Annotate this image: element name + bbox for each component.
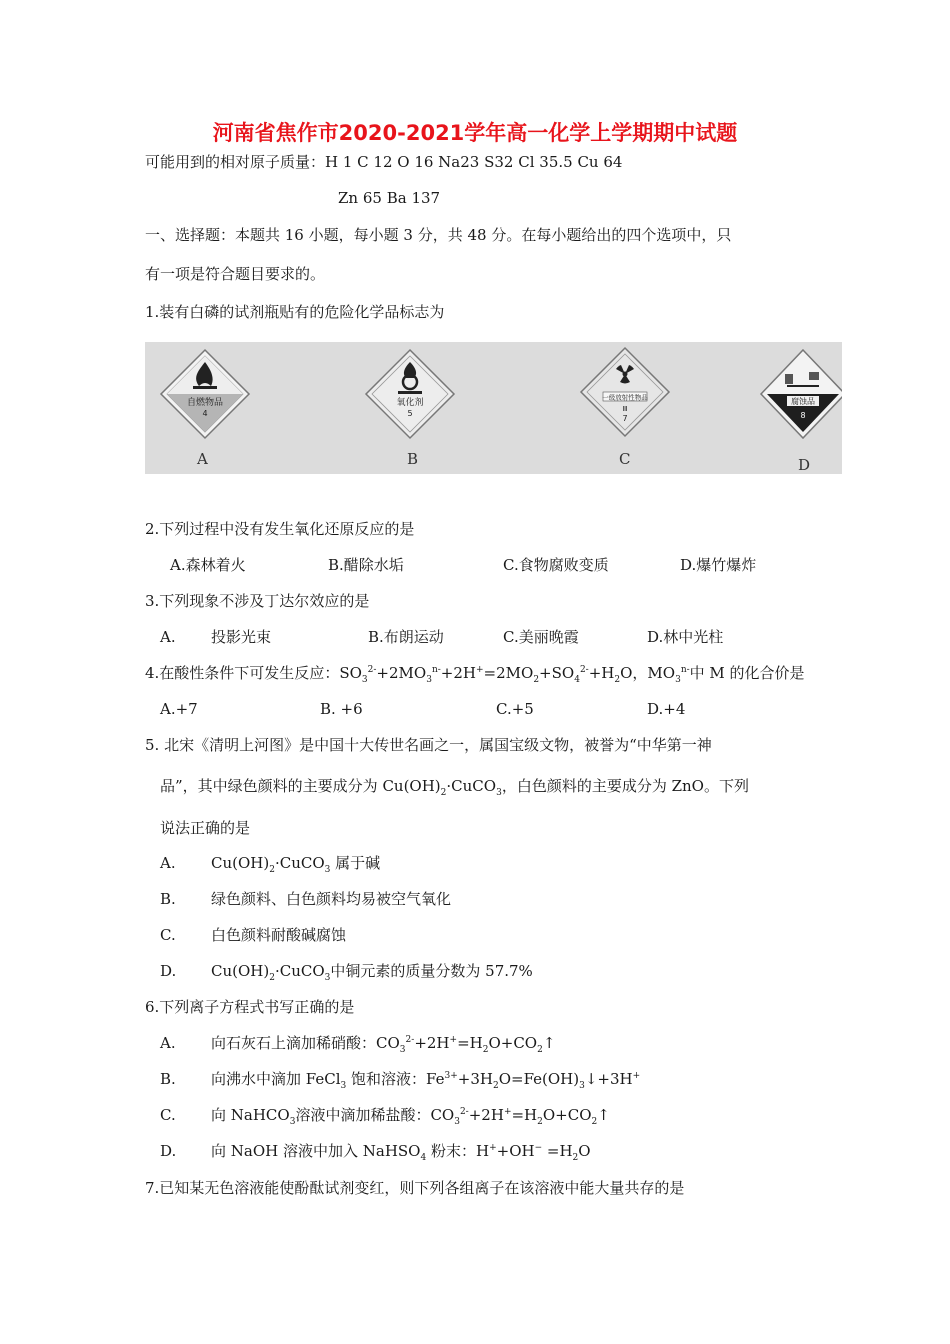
q5-stem-line-2: 品”，其中绿色颜料的主要成分为 $Cu(OH)_2\cdot CuCO_3$，白色颜料的主要成分为 ZnO。下列 [160,777,749,798]
sign-d-number: 8 [800,411,806,420]
q3-option-d: D.林中光柱 [647,628,724,646]
q5-option-a: $Cu(OH)_2\cdot CuCO_3$ 属于碱 [211,854,381,875]
q6-option-d-letter: D. [160,1142,177,1160]
q5-option-c-letter: C. [160,926,176,944]
q2-option-c: C.食物腐败变质 [503,556,609,574]
q5-option-c: 白色颜料耐酸碱腐蚀 [211,926,347,944]
section-1-heading-line-1: 一、选择题：本题共 16 小题，每小题 3 分，共 48 分。在每小题给出的四个选项中，只 [145,226,732,244]
q2-option-b: B.醋除水垢 [328,556,404,574]
page-title: 河南省焦作市2020-2021学年高一化学上学期期中试题 [212,121,738,145]
q3-option-b: B.布朗运动 [368,628,444,646]
q6-option-c: 向 NaHCO$_3$溶液中滴加稀盐酸：$CO_3^{2-}+2H^+=H_2O+CO_2↑$ [211,1106,610,1127]
q1-stem: 1.装有白磷的试剂瓶贴有的危险化学品标志为 [145,303,445,321]
hazard-sign-c [581,348,669,436]
q3-option-a: 投影光束 [211,628,272,646]
atomic-mass-line-1: 可能用到的相对原子质量：H 1 C 12 O 16 Na23 S32 Cl 35.5 Cu 64 [145,153,623,171]
q2-option-d: D.爆竹爆炸 [680,556,757,574]
sign-b-number: 5 [407,409,413,418]
q4-option-a: A.+7 [160,700,198,718]
q5-option-d: $Cu(OH)_2\cdot CuCO_3$中铜元素的质量分数为 57.7% [211,962,533,983]
q6-stem: 6.下列离子方程式书写正确的是 [145,998,355,1016]
q5-option-d-letter: D. [160,962,177,980]
sign-c-number: 7 [622,414,628,423]
sign-b-letter: B [407,450,419,468]
q6-option-a-letter: A. [160,1034,176,1052]
sign-c-roman: Ⅲ [622,405,628,413]
q3-option-c: C.美丽晚霞 [503,628,579,646]
q2-stem: 2.下列过程中没有发生氧化还原反应的是 [145,520,415,538]
q4-option-c: C.+5 [496,700,534,718]
sign-d-label: 腐蚀品 [791,397,815,406]
q6-option-a: 向石灰石上滴加稀硝酸：$CO_3^{2-}+2H^+=H_2O+CO_2↑$ [211,1034,556,1055]
sign-d-letter: D [798,456,811,474]
hazard-sign-a [161,350,249,438]
q6-option-c-letter: C. [160,1106,176,1124]
sign-a-letter: A [197,450,208,468]
q5-stem-line-3: 说法正确的是 [160,819,251,837]
q6-option-d: 向 NaOH 溶液中加入 NaHSO$_4$ 粉末：$H^++OH^- =H_2O$ [211,1142,591,1163]
section-1-heading-line-2: 有一项是符合题目要求的。 [145,265,326,283]
q2-option-a: A.森林着火 [170,556,246,574]
atomic-mass-line-2: Zn 65 Ba 137 [338,189,441,207]
sign-c-label: 一级放射性物品 [602,393,648,402]
q5-option-a-letter: A. [160,854,176,872]
sign-a-number: 4 [202,409,208,418]
q6-option-b-letter: B. [160,1070,176,1088]
q3-stem: 3.下列现象不涉及丁达尔效应的是 [145,592,370,610]
q5-stem-line-1: 5. 北宋《清明上河图》是中国十大传世名画之一，属国宝级文物，被誉为“中华第一神 [145,736,712,754]
q4-option-d: D.+4 [647,700,686,718]
q5-option-b-letter: B. [160,890,176,908]
q4-stem: 4.在酸性条件下可发生反应：$SO_3^{2-}+2MO_3^{n-}+2H^+=2MO_2+SO_4^{2-}+H_2O$，$MO_3^{n-}$中 M 的化合价是 [145,664,805,685]
q4-option-b: B. +6 [320,700,363,718]
hazard-sign-d [761,350,842,438]
sign-c-letter: C [619,450,631,468]
q6-option-b: 向沸水中滴加 FeCl$_3$ 饱和溶液：$Fe^{3+}+3H_2O=Fe(OH)_3↓+3H^+$ [211,1070,641,1091]
q7-stem: 7.已知某无色溶液能使酚酞试剂变红，则下列各组离子在该溶液中能大量共存的是 [145,1179,685,1197]
q3-option-a-letter: A. [160,628,176,646]
q5-option-b: 绿色颜料、白色颜料均易被空气氧化 [211,890,452,908]
sign-a-label: 自燃物品 [186,398,224,408]
hazard-signs-photo [145,342,842,474]
sign-b-label: 氧化剂 [396,398,424,408]
hazard-sign-b [366,350,454,438]
